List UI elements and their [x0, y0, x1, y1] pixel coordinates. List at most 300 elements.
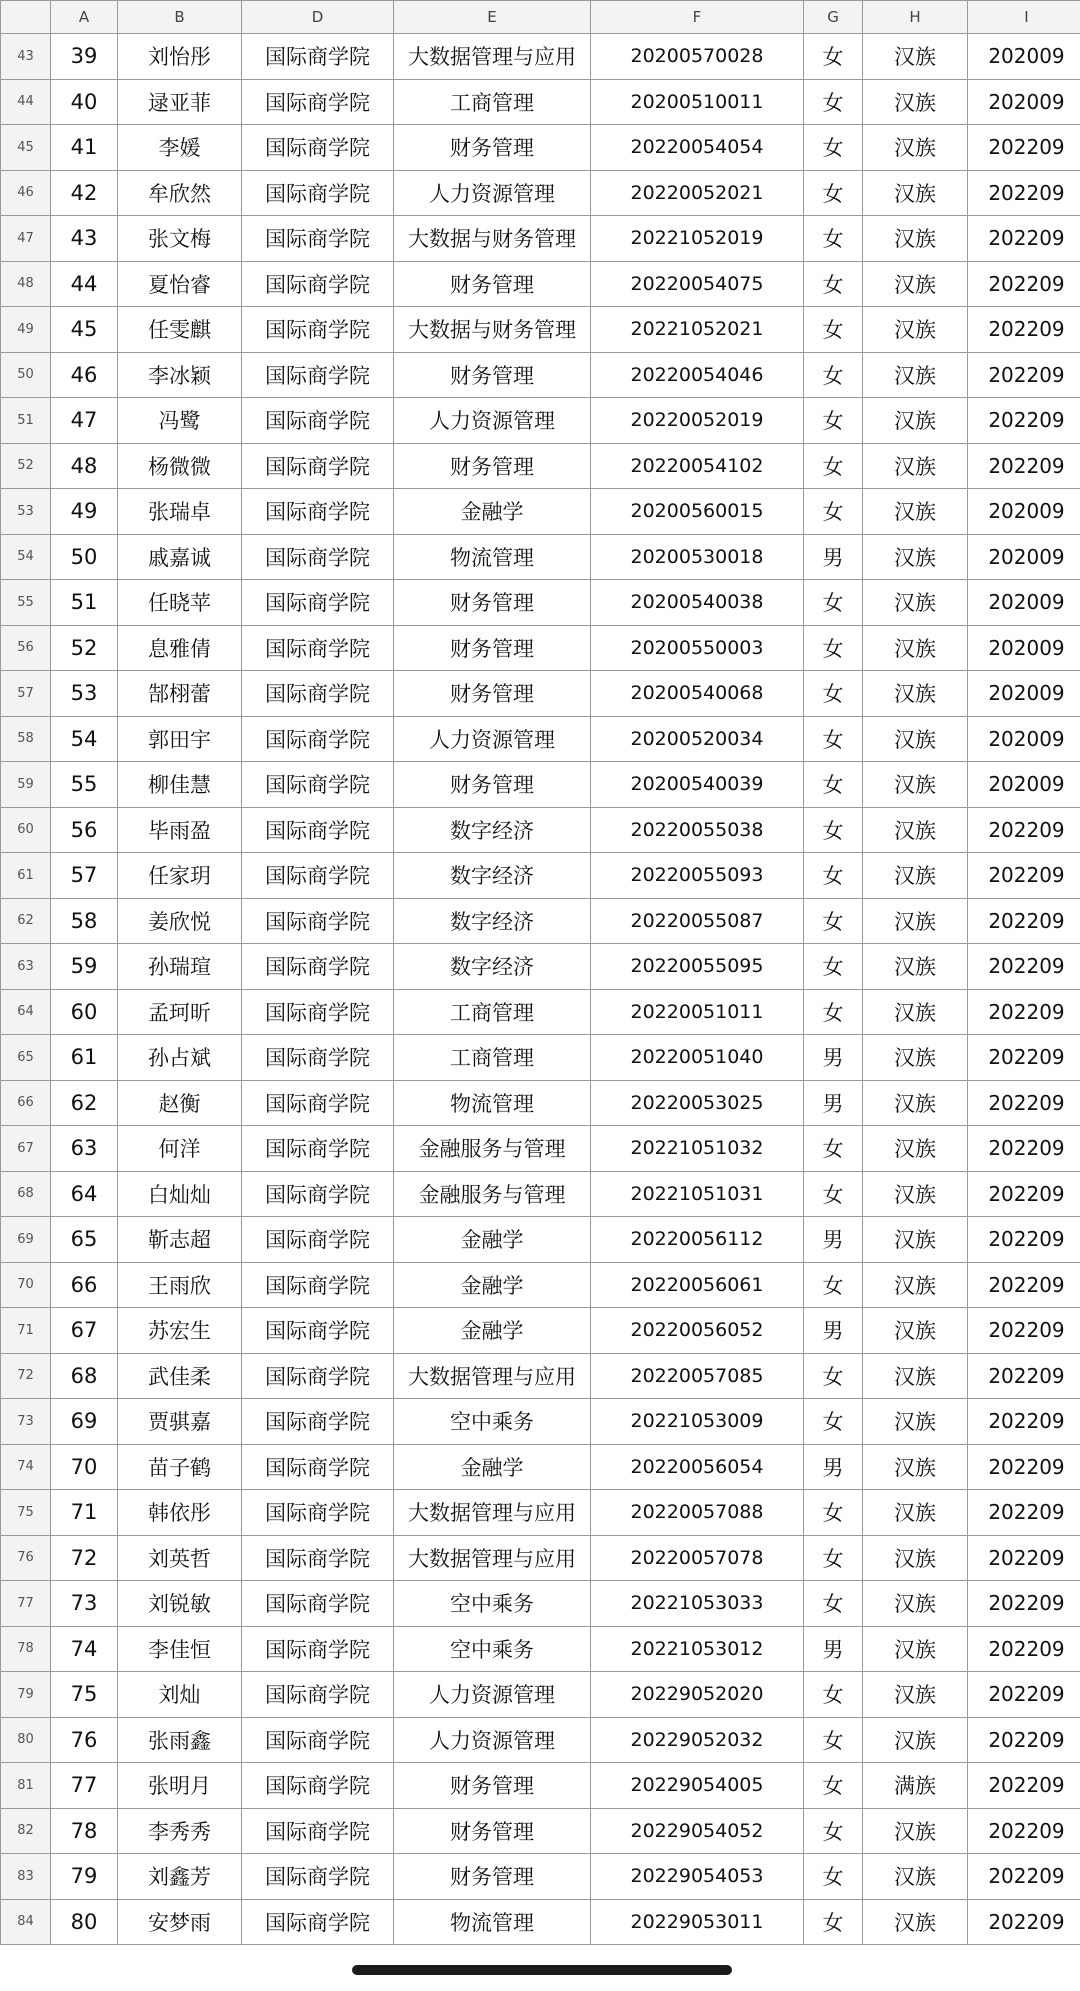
row-number[interactable]: 47	[1, 216, 51, 262]
cell-a[interactable]: 63	[51, 1126, 118, 1172]
cell-e[interactable]: 物流管理	[394, 534, 591, 580]
row-number[interactable]: 73	[1, 1399, 51, 1445]
row-number[interactable]: 74	[1, 1444, 51, 1490]
row-number[interactable]: 71	[1, 1308, 51, 1354]
cell-g[interactable]: 女	[804, 170, 863, 216]
cell-a[interactable]: 76	[51, 1717, 118, 1763]
cell-e[interactable]: 大数据管理与应用	[394, 34, 591, 80]
row-number[interactable]: 77	[1, 1581, 51, 1627]
row-number[interactable]: 72	[1, 1353, 51, 1399]
cell-e[interactable]: 人力资源管理	[394, 1717, 591, 1763]
cell-h[interactable]: 汉族	[863, 1490, 968, 1536]
row-number[interactable]: 79	[1, 1672, 51, 1718]
cell-g[interactable]: 男	[804, 1444, 863, 1490]
row-number[interactable]: 58	[1, 716, 51, 762]
row-number[interactable]: 54	[1, 534, 51, 580]
cell-f[interactable]: 20220056061	[591, 1262, 804, 1308]
cell-a[interactable]: 64	[51, 1171, 118, 1217]
cell-f[interactable]: 20221053009	[591, 1399, 804, 1445]
home-indicator[interactable]	[352, 1965, 732, 1975]
cell-i[interactable]: 202209	[968, 398, 1080, 444]
cell-d[interactable]: 国际商学院	[242, 489, 394, 535]
cell-b[interactable]: 姜欣悦	[118, 898, 242, 944]
cell-i[interactable]: 202009	[968, 489, 1080, 535]
cell-h[interactable]: 汉族	[863, 534, 968, 580]
cell-e[interactable]: 数字经济	[394, 853, 591, 899]
cell-d[interactable]: 国际商学院	[242, 1672, 394, 1718]
cell-d[interactable]: 国际商学院	[242, 125, 394, 171]
row-number[interactable]: 60	[1, 807, 51, 853]
cell-i[interactable]: 202209	[968, 989, 1080, 1035]
cell-d[interactable]: 国际商学院	[242, 898, 394, 944]
cell-f[interactable]: 20220057088	[591, 1490, 804, 1536]
cell-e[interactable]: 人力资源管理	[394, 1672, 591, 1718]
cell-a[interactable]: 77	[51, 1763, 118, 1809]
cell-a[interactable]: 55	[51, 762, 118, 808]
cell-b[interactable]: 刘英哲	[118, 1535, 242, 1581]
cell-b[interactable]: 孙瑞瑄	[118, 944, 242, 990]
row-number[interactable]: 67	[1, 1126, 51, 1172]
cell-a[interactable]: 56	[51, 807, 118, 853]
row-number[interactable]: 61	[1, 853, 51, 899]
cell-i[interactable]: 202209	[968, 1763, 1080, 1809]
cell-g[interactable]: 女	[804, 1399, 863, 1445]
column-header-d[interactable]: D	[242, 1, 394, 34]
cell-e[interactable]: 财务管理	[394, 762, 591, 808]
cell-i[interactable]: 202009	[968, 34, 1080, 80]
cell-h[interactable]: 汉族	[863, 1308, 968, 1354]
cell-i[interactable]: 202209	[968, 1899, 1080, 1945]
cell-i[interactable]: 202209	[968, 1444, 1080, 1490]
cell-f[interactable]: 20220054046	[591, 352, 804, 398]
cell-f[interactable]: 20200540038	[591, 580, 804, 626]
cell-b[interactable]: 张明月	[118, 1763, 242, 1809]
cell-d[interactable]: 国际商学院	[242, 170, 394, 216]
cell-g[interactable]: 女	[804, 853, 863, 899]
cell-b[interactable]: 孙占斌	[118, 1035, 242, 1081]
cell-d[interactable]: 国际商学院	[242, 1126, 394, 1172]
cell-h[interactable]: 汉族	[863, 898, 968, 944]
row-number[interactable]: 44	[1, 79, 51, 125]
cell-d[interactable]: 国际商学院	[242, 1217, 394, 1263]
cell-a[interactable]: 52	[51, 625, 118, 671]
cell-b[interactable]: 李媛	[118, 125, 242, 171]
cell-b[interactable]: 苏宏生	[118, 1308, 242, 1354]
row-number[interactable]: 75	[1, 1490, 51, 1536]
cell-h[interactable]: 汉族	[863, 1535, 968, 1581]
cell-f[interactable]: 20220057085	[591, 1353, 804, 1399]
cell-a[interactable]: 66	[51, 1262, 118, 1308]
cell-a[interactable]: 73	[51, 1581, 118, 1627]
row-number[interactable]: 81	[1, 1763, 51, 1809]
cell-e[interactable]: 财务管理	[394, 625, 591, 671]
cell-i[interactable]: 202209	[968, 1080, 1080, 1126]
cell-f[interactable]: 20220055095	[591, 944, 804, 990]
cell-i[interactable]: 202209	[968, 1171, 1080, 1217]
cell-h[interactable]: 汉族	[863, 34, 968, 80]
cell-i[interactable]: 202209	[968, 352, 1080, 398]
cell-f[interactable]: 20200570028	[591, 34, 804, 80]
cell-i[interactable]: 202209	[968, 1217, 1080, 1263]
cell-e[interactable]: 数字经济	[394, 807, 591, 853]
cell-e[interactable]: 数字经济	[394, 944, 591, 990]
cell-g[interactable]: 女	[804, 1262, 863, 1308]
cell-g[interactable]: 女	[804, 489, 863, 535]
cell-f[interactable]: 20200530018	[591, 534, 804, 580]
cell-h[interactable]: 汉族	[863, 1217, 968, 1263]
cell-f[interactable]: 20220057078	[591, 1535, 804, 1581]
cell-h[interactable]: 汉族	[863, 1080, 968, 1126]
cell-h[interactable]: 汉族	[863, 989, 968, 1035]
cell-g[interactable]: 女	[804, 989, 863, 1035]
cell-i[interactable]: 202209	[968, 898, 1080, 944]
cell-f[interactable]: 20200550003	[591, 625, 804, 671]
cell-f[interactable]: 20229052032	[591, 1717, 804, 1763]
cell-a[interactable]: 69	[51, 1399, 118, 1445]
cell-a[interactable]: 79	[51, 1854, 118, 1900]
cell-g[interactable]: 女	[804, 580, 863, 626]
cell-e[interactable]: 空中乘务	[394, 1626, 591, 1672]
cell-i[interactable]: 202009	[968, 580, 1080, 626]
cell-d[interactable]: 国际商学院	[242, 1808, 394, 1854]
cell-i[interactable]: 202209	[968, 1126, 1080, 1172]
cell-g[interactable]: 男	[804, 1080, 863, 1126]
cell-b[interactable]: 王雨欣	[118, 1262, 242, 1308]
cell-b[interactable]: 贾骐嘉	[118, 1399, 242, 1445]
cell-g[interactable]: 女	[804, 1353, 863, 1399]
cell-b[interactable]: 刘锐敏	[118, 1581, 242, 1627]
cell-b[interactable]: 赵衡	[118, 1080, 242, 1126]
cell-b[interactable]: 戚嘉诚	[118, 534, 242, 580]
cell-a[interactable]: 54	[51, 716, 118, 762]
cell-h[interactable]: 汉族	[863, 170, 968, 216]
cell-h[interactable]: 满族	[863, 1763, 968, 1809]
cell-g[interactable]: 女	[804, 1672, 863, 1718]
cell-a[interactable]: 51	[51, 580, 118, 626]
cell-f[interactable]: 20220056054	[591, 1444, 804, 1490]
cell-e[interactable]: 财务管理	[394, 1854, 591, 1900]
cell-e[interactable]: 大数据与财务管理	[394, 307, 591, 353]
cell-g[interactable]: 女	[804, 1581, 863, 1627]
cell-b[interactable]: 安梦雨	[118, 1899, 242, 1945]
cell-g[interactable]: 女	[804, 398, 863, 444]
cell-h[interactable]: 汉族	[863, 944, 968, 990]
cell-g[interactable]: 男	[804, 534, 863, 580]
cell-f[interactable]: 20220053025	[591, 1080, 804, 1126]
cell-e[interactable]: 财务管理	[394, 261, 591, 307]
cell-a[interactable]: 58	[51, 898, 118, 944]
cell-b[interactable]: 孟珂昕	[118, 989, 242, 1035]
cell-h[interactable]: 汉族	[863, 261, 968, 307]
cell-a[interactable]: 41	[51, 125, 118, 171]
row-number[interactable]: 62	[1, 898, 51, 944]
cell-e[interactable]: 物流管理	[394, 1080, 591, 1126]
cell-e[interactable]: 财务管理	[394, 671, 591, 717]
cell-d[interactable]: 国际商学院	[242, 762, 394, 808]
cell-f[interactable]: 20200540039	[591, 762, 804, 808]
cell-d[interactable]: 国际商学院	[242, 1717, 394, 1763]
cell-i[interactable]: 202209	[968, 1353, 1080, 1399]
cell-d[interactable]: 国际商学院	[242, 1399, 394, 1445]
cell-e[interactable]: 财务管理	[394, 1808, 591, 1854]
cell-h[interactable]: 汉族	[863, 1808, 968, 1854]
cell-d[interactable]: 国际商学院	[242, 1080, 394, 1126]
cell-d[interactable]: 国际商学院	[242, 1581, 394, 1627]
cell-e[interactable]: 工商管理	[394, 79, 591, 125]
cell-i[interactable]: 202009	[968, 79, 1080, 125]
cell-a[interactable]: 67	[51, 1308, 118, 1354]
cell-e[interactable]: 大数据管理与应用	[394, 1490, 591, 1536]
cell-h[interactable]: 汉族	[863, 807, 968, 853]
cell-e[interactable]: 财务管理	[394, 1763, 591, 1809]
cell-d[interactable]: 国际商学院	[242, 261, 394, 307]
cell-a[interactable]: 72	[51, 1535, 118, 1581]
cell-b[interactable]: 靳志超	[118, 1217, 242, 1263]
row-number[interactable]: 68	[1, 1171, 51, 1217]
cell-e[interactable]: 金融服务与管理	[394, 1126, 591, 1172]
row-number[interactable]: 82	[1, 1808, 51, 1854]
cell-d[interactable]: 国际商学院	[242, 216, 394, 262]
cell-f[interactable]: 20200510011	[591, 79, 804, 125]
cell-h[interactable]: 汉族	[863, 216, 968, 262]
cell-a[interactable]: 78	[51, 1808, 118, 1854]
cell-d[interactable]: 国际商学院	[242, 580, 394, 626]
column-header-g[interactable]: G	[804, 1, 863, 34]
cell-b[interactable]: 李冰颖	[118, 352, 242, 398]
row-number[interactable]: 66	[1, 1080, 51, 1126]
cell-d[interactable]: 国际商学院	[242, 1171, 394, 1217]
cell-e[interactable]: 财务管理	[394, 352, 591, 398]
row-number[interactable]: 53	[1, 489, 51, 535]
cell-b[interactable]: 刘灿	[118, 1672, 242, 1718]
cell-f[interactable]: 20220055038	[591, 807, 804, 853]
cell-e[interactable]: 金融学	[394, 1217, 591, 1263]
cell-f[interactable]: 20221051031	[591, 1171, 804, 1217]
cell-b[interactable]: 张雨鑫	[118, 1717, 242, 1763]
cell-g[interactable]: 女	[804, 898, 863, 944]
cell-i[interactable]: 202209	[968, 1262, 1080, 1308]
cell-e[interactable]: 金融服务与管理	[394, 1171, 591, 1217]
cell-d[interactable]: 国际商学院	[242, 1854, 394, 1900]
row-number[interactable]: 76	[1, 1535, 51, 1581]
cell-d[interactable]: 国际商学院	[242, 79, 394, 125]
row-number[interactable]: 57	[1, 671, 51, 717]
corner-cell[interactable]	[1, 1, 51, 34]
cell-i[interactable]: 202209	[968, 1035, 1080, 1081]
cell-f[interactable]: 20220056052	[591, 1308, 804, 1354]
cell-e[interactable]: 人力资源管理	[394, 398, 591, 444]
cell-h[interactable]: 汉族	[863, 125, 968, 171]
cell-g[interactable]: 女	[804, 625, 863, 671]
cell-g[interactable]: 女	[804, 716, 863, 762]
row-number[interactable]: 51	[1, 398, 51, 444]
cell-d[interactable]: 国际商学院	[242, 1490, 394, 1536]
cell-d[interactable]: 国际商学院	[242, 398, 394, 444]
cell-d[interactable]: 国际商学院	[242, 1353, 394, 1399]
cell-b[interactable]: 刘怡彤	[118, 34, 242, 80]
cell-a[interactable]: 46	[51, 352, 118, 398]
cell-h[interactable]: 汉族	[863, 79, 968, 125]
cell-a[interactable]: 59	[51, 944, 118, 990]
cell-i[interactable]: 202209	[968, 216, 1080, 262]
cell-g[interactable]: 女	[804, 1808, 863, 1854]
cell-i[interactable]: 202209	[968, 1854, 1080, 1900]
cell-b[interactable]: 息雅倩	[118, 625, 242, 671]
cell-d[interactable]: 国际商学院	[242, 352, 394, 398]
cell-h[interactable]: 汉族	[863, 307, 968, 353]
cell-h[interactable]: 汉族	[863, 1626, 968, 1672]
cell-f[interactable]: 20200540068	[591, 671, 804, 717]
cell-g[interactable]: 女	[804, 352, 863, 398]
cell-a[interactable]: 60	[51, 989, 118, 1035]
cell-h[interactable]: 汉族	[863, 853, 968, 899]
cell-i[interactable]: 202209	[968, 1490, 1080, 1536]
cell-b[interactable]: 牟欣然	[118, 170, 242, 216]
cell-b[interactable]: 郜栩蕾	[118, 671, 242, 717]
cell-i[interactable]: 202009	[968, 625, 1080, 671]
cell-f[interactable]: 20229054052	[591, 1808, 804, 1854]
cell-a[interactable]: 47	[51, 398, 118, 444]
cell-f[interactable]: 20229054053	[591, 1854, 804, 1900]
row-number[interactable]: 45	[1, 125, 51, 171]
cell-f[interactable]: 20220052019	[591, 398, 804, 444]
cell-g[interactable]: 女	[804, 807, 863, 853]
cell-b[interactable]: 逯亚菲	[118, 79, 242, 125]
cell-a[interactable]: 61	[51, 1035, 118, 1081]
cell-i[interactable]: 202009	[968, 671, 1080, 717]
cell-h[interactable]: 汉族	[863, 1854, 968, 1900]
cell-e[interactable]: 财务管理	[394, 125, 591, 171]
cell-g[interactable]: 女	[804, 216, 863, 262]
cell-i[interactable]: 202009	[968, 762, 1080, 808]
column-header-e[interactable]: E	[394, 1, 591, 34]
cell-d[interactable]: 国际商学院	[242, 1535, 394, 1581]
row-number[interactable]: 64	[1, 989, 51, 1035]
cell-f[interactable]: 20220051040	[591, 1035, 804, 1081]
cell-i[interactable]: 202209	[968, 1717, 1080, 1763]
cell-b[interactable]: 李秀秀	[118, 1808, 242, 1854]
cell-f[interactable]: 20229052020	[591, 1672, 804, 1718]
cell-g[interactable]: 女	[804, 1717, 863, 1763]
row-number[interactable]: 49	[1, 307, 51, 353]
row-number[interactable]: 46	[1, 170, 51, 216]
column-header-i[interactable]: I	[968, 1, 1080, 34]
cell-i[interactable]: 202009	[968, 716, 1080, 762]
cell-h[interactable]: 汉族	[863, 625, 968, 671]
cell-e[interactable]: 大数据管理与应用	[394, 1353, 591, 1399]
row-number[interactable]: 70	[1, 1262, 51, 1308]
cell-i[interactable]: 202009	[968, 534, 1080, 580]
cell-b[interactable]: 苗子鹤	[118, 1444, 242, 1490]
cell-i[interactable]: 202209	[968, 1808, 1080, 1854]
cell-g[interactable]: 女	[804, 125, 863, 171]
cell-g[interactable]: 女	[804, 261, 863, 307]
cell-h[interactable]: 汉族	[863, 1717, 968, 1763]
cell-e[interactable]: 工商管理	[394, 1035, 591, 1081]
cell-b[interactable]: 白灿灿	[118, 1171, 242, 1217]
row-number[interactable]: 43	[1, 34, 51, 80]
cell-b[interactable]: 何洋	[118, 1126, 242, 1172]
cell-f[interactable]: 20221053012	[591, 1626, 804, 1672]
cell-b[interactable]: 任晓苹	[118, 580, 242, 626]
cell-d[interactable]: 国际商学院	[242, 1308, 394, 1354]
cell-a[interactable]: 42	[51, 170, 118, 216]
row-number[interactable]: 50	[1, 352, 51, 398]
cell-h[interactable]: 汉族	[863, 1262, 968, 1308]
cell-d[interactable]: 国际商学院	[242, 34, 394, 80]
row-number[interactable]: 63	[1, 944, 51, 990]
cell-e[interactable]: 物流管理	[394, 1899, 591, 1945]
cell-e[interactable]: 人力资源管理	[394, 716, 591, 762]
cell-b[interactable]: 刘鑫芳	[118, 1854, 242, 1900]
cell-a[interactable]: 68	[51, 1353, 118, 1399]
cell-f[interactable]: 20229053011	[591, 1899, 804, 1945]
cell-e[interactable]: 财务管理	[394, 443, 591, 489]
cell-g[interactable]: 女	[804, 1535, 863, 1581]
cell-g[interactable]: 女	[804, 1899, 863, 1945]
cell-b[interactable]: 任家玥	[118, 853, 242, 899]
column-header-a[interactable]: A	[51, 1, 118, 34]
cell-f[interactable]: 20220056112	[591, 1217, 804, 1263]
cell-a[interactable]: 50	[51, 534, 118, 580]
column-header-b[interactable]: B	[118, 1, 242, 34]
cell-b[interactable]: 夏怡睿	[118, 261, 242, 307]
row-number[interactable]: 78	[1, 1626, 51, 1672]
cell-e[interactable]: 大数据管理与应用	[394, 1535, 591, 1581]
cell-h[interactable]: 汉族	[863, 1672, 968, 1718]
cell-i[interactable]: 202209	[968, 170, 1080, 216]
cell-f[interactable]: 20221052021	[591, 307, 804, 353]
cell-d[interactable]: 国际商学院	[242, 1626, 394, 1672]
cell-a[interactable]: 70	[51, 1444, 118, 1490]
row-number[interactable]: 65	[1, 1035, 51, 1081]
cell-g[interactable]: 男	[804, 1217, 863, 1263]
cell-g[interactable]: 男	[804, 1626, 863, 1672]
cell-d[interactable]: 国际商学院	[242, 716, 394, 762]
cell-b[interactable]: 冯鹭	[118, 398, 242, 444]
cell-g[interactable]: 女	[804, 1763, 863, 1809]
cell-i[interactable]: 202209	[968, 1399, 1080, 1445]
cell-h[interactable]: 汉族	[863, 1353, 968, 1399]
cell-d[interactable]: 国际商学院	[242, 944, 394, 990]
cell-g[interactable]: 女	[804, 34, 863, 80]
cell-i[interactable]: 202209	[968, 853, 1080, 899]
cell-d[interactable]: 国际商学院	[242, 534, 394, 580]
cell-g[interactable]: 女	[804, 1490, 863, 1536]
cell-h[interactable]: 汉族	[863, 1581, 968, 1627]
cell-e[interactable]: 空中乘务	[394, 1581, 591, 1627]
cell-e[interactable]: 数字经济	[394, 898, 591, 944]
row-number[interactable]: 52	[1, 443, 51, 489]
cell-g[interactable]: 男	[804, 1035, 863, 1081]
cell-f[interactable]: 20200560015	[591, 489, 804, 535]
cell-h[interactable]: 汉族	[863, 671, 968, 717]
cell-a[interactable]: 45	[51, 307, 118, 353]
cell-h[interactable]: 汉族	[863, 398, 968, 444]
cell-i[interactable]: 202209	[968, 1535, 1080, 1581]
cell-g[interactable]: 女	[804, 1126, 863, 1172]
cell-f[interactable]: 20221051032	[591, 1126, 804, 1172]
cell-g[interactable]: 女	[804, 79, 863, 125]
row-number[interactable]: 84	[1, 1899, 51, 1945]
cell-b[interactable]: 武佳柔	[118, 1353, 242, 1399]
cell-i[interactable]: 202209	[968, 807, 1080, 853]
cell-a[interactable]: 57	[51, 853, 118, 899]
row-number[interactable]: 69	[1, 1217, 51, 1263]
cell-b[interactable]: 张瑞卓	[118, 489, 242, 535]
cell-h[interactable]: 汉族	[863, 443, 968, 489]
cell-e[interactable]: 财务管理	[394, 580, 591, 626]
